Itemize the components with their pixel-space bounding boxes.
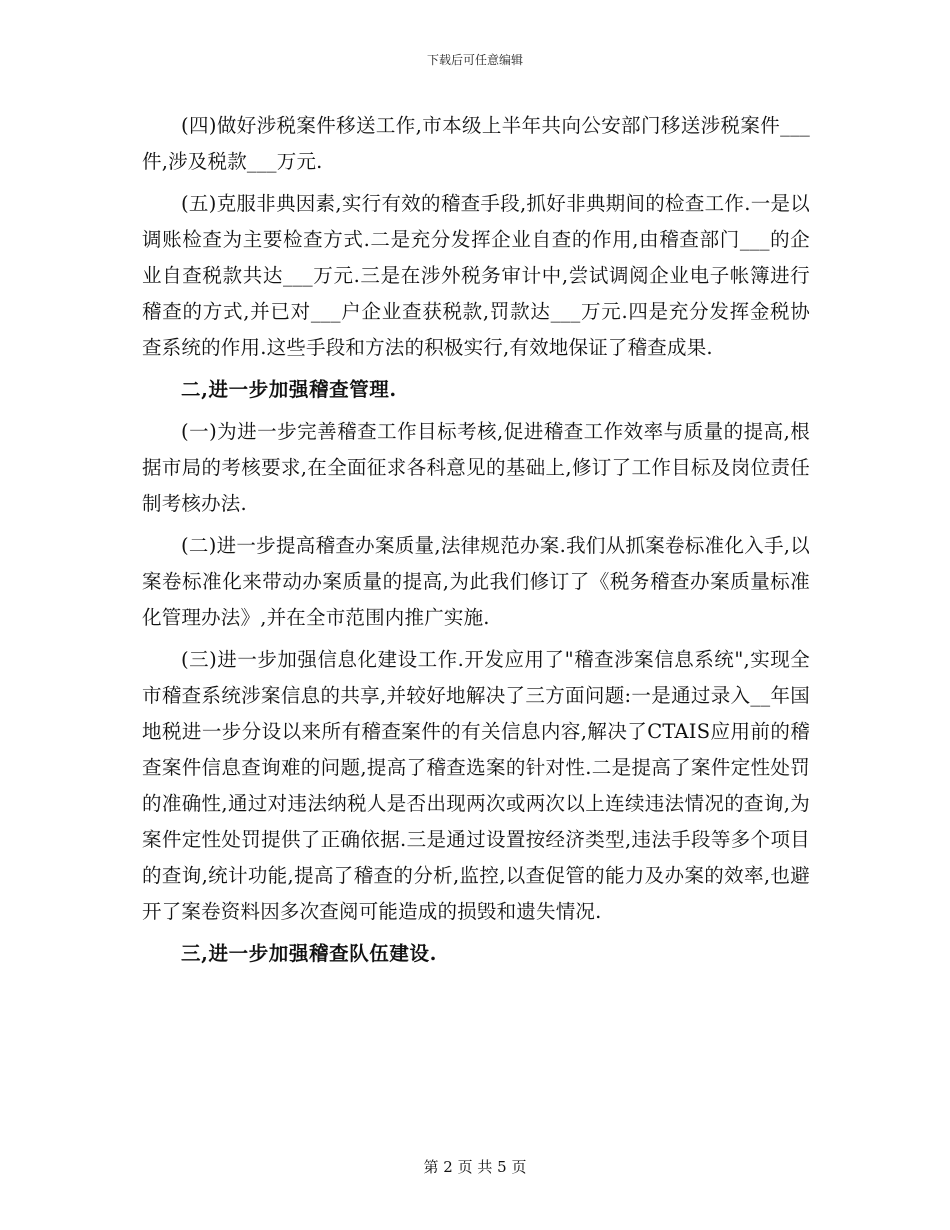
document-body xyxy=(142,108,810,972)
page-header: 下载后可任意编辑 xyxy=(426,53,523,67)
paragraph-target-assessment: (一)为进一步完善稽查工作目标考核,促进稽查工作效率与质量的提高,根据市局的考核要求,在全面征求各科意见的基础上,修订了工作目标及岗位责任制考核办法. xyxy=(142,420,810,515)
paragraph-case-transfer: (四)做好涉税案件移送工作,市本级上半年共向公安部门移送涉税案件___件,涉及税款___万元. xyxy=(142,114,810,173)
page-number: 第 2 页 共 5 页 xyxy=(423,1158,527,1176)
section-heading-team-building: 三,进一步加强稽查队伍建设. xyxy=(181,942,437,965)
section-heading-management: 二,进一步加强稽查管理. xyxy=(181,378,397,401)
paragraph-informatization: (三)进一步加强信息化建设工作.开发应用了"稽查涉案信息系统",实现全市稽查系统涉案信息的共享,并较好地解决了三方面问题:一是通过录入__年国地税进一步分设以来所有稽查案件的有关信息内容,解决了CTAIS应用前的稽查案件信息查询难的问题,提高了稽查选案的针对性.二是提高了案件定性处罚的准确性,通过对违法纳税人是否出现两次或两次以上连续违法情况的查询,为案件定性处罚提供了正确依据.三是通过设置按经济类型,违法手段等多个项目的查询,统计功能,提高了稽查的分析,监控,以查促管的能力及办案的效率,也避开了案卷资料因多次查阅可能造成的损毁和遗失情况. xyxy=(142,648,810,923)
paragraph-case-quality: (二)进一步提高稽查办案质量,法律规范办案.我们从抓案卷标准化入手,以案卷标准化来带动办案质量的提高,为此我们修订了《税务稽查办案质量标准化管理办法》,并在全市范围内推广实施. xyxy=(142,534,810,629)
paragraph-inspection-methods: (五)克服非典因素,实行有效的稽查手段,抓好非典期间的检查工作.一是以调账检查为主要检查方式.二是充分发挥企业自查的作用,由稽查部门___的企业自查税款共达___万元.三是在涉外税务审计中,尝试调阅企业电子帐簿进行稽查的方式,并已对___户企业查获税款,罚款达___万元.四是充分发挥金税协查系统的作用.这些手段和方法的积极实行,有效地保证了稽查成果. xyxy=(142,192,810,359)
